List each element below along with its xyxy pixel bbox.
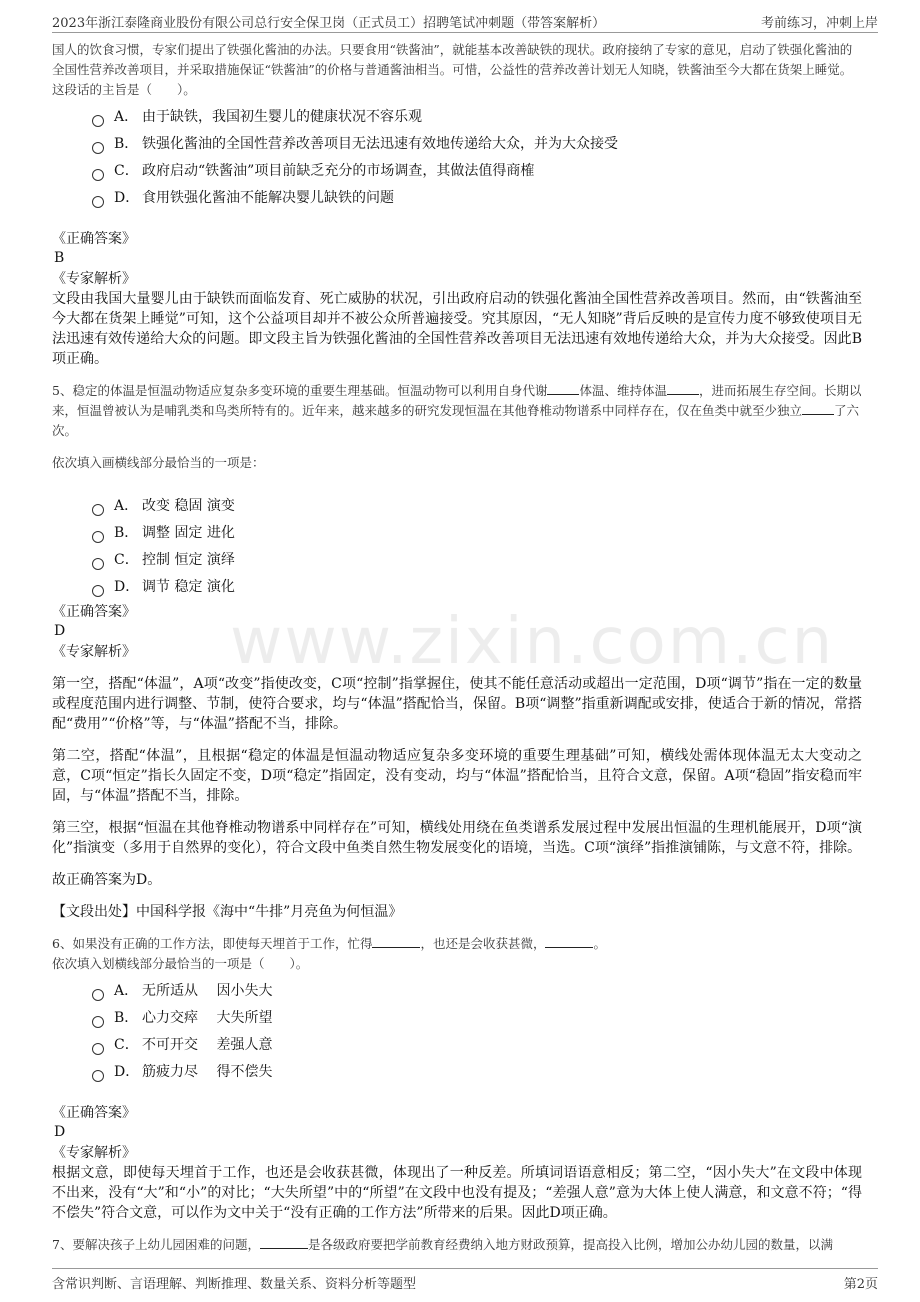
- radio-icon[interactable]: [92, 169, 104, 181]
- q5-analysis-label: 《专家解析》: [52, 644, 136, 660]
- page-footer: [52, 1268, 878, 1293]
- q6-answer-label: 《正确答案》: [52, 1105, 136, 1121]
- q6-option-b[interactable]: B． 心力交瘁 大失所望: [92, 1005, 862, 1032]
- blank-line: [802, 402, 834, 415]
- q4-option-c[interactable]: C． 政府启动“铁酱油”项目前缺乏充分的市场调查，其做法值得商榷: [92, 158, 862, 185]
- q5-analysis-3: 第三空，根据“恒温在其他脊椎动物谱系中同样存在”可知，横线处用绕在鱼类谱系发展过程中发展出恒温的生理机能展开，D项“演化”指演变（多用于自然界的变化），符合文段中鱼类自然生物发展变化的语境，当选。C项“演绎”指推演铺陈，与文意不符，排除。: [52, 820, 862, 856]
- q5-analysis-1: 第一空，搭配“体温”，A项“改变”指使改变，C项“控制”指掌握住，使其不能任意活动或超出一定范围，D项“调节”指在一定的数量或程度范围内进行调整、节制，使符合要求，均与“体温”搭配恰当，保留。B项“调整”指重新调配或安排，使适合于新的情况，常搭配“费用”“价格”等，与“体温”搭配不当，排除。: [52, 676, 862, 732]
- radio-icon[interactable]: [92, 196, 104, 208]
- q6-prompt: 依次填入划横线部分最恰当的一项是（ ）。: [52, 956, 309, 971]
- header-tagline: 考前练习，冲刺上岸: [760, 16, 878, 31]
- q4-analysis: 文段由我国大量婴儿由于缺铁而面临发育、死亡威胁的状况，引出政府启动的铁强化酱油全国性营养改善项目。然而，由“铁酱油至今大都在货架上睡觉”可知，这个公益项目却并不被公众所普遍接受。究其原因，“无人知晓”背后反映的是宣传力度不够致使项目无法迅速有效传递给大众的问题。即文段主旨为铁强化酱油的全国性营养改善项目无法迅速有效地传递给大众，并为大众接受。因此B项正确。: [52, 291, 862, 367]
- q5-prompt: 依次填入画横线部分最恰当的一项是：: [52, 455, 265, 470]
- q5-conclusion: 故正确答案为D。: [52, 872, 162, 888]
- q5-source: 【文段出处】中国科学报《海中“牛排”月亮鱼为何恒温》: [52, 904, 403, 920]
- q5-answer-label: 《正确答案》: [52, 604, 136, 620]
- radio-icon[interactable]: [92, 558, 104, 570]
- q6-options: [92, 978, 862, 1086]
- blank-line: [667, 382, 699, 395]
- q5-stem: 5、稳定的体温是恒温动物适应复杂多变环境的重要生理基础。恒温动物可以利用自身代谢 体温、维持体温 ，进而拓展生存空间。长期以来，恒温曾被认为是哺乳类和鸟类所特有的。近年来，越来越多的研究发现恒温在其他脊椎动物谱系中同样存在，仅在鱼类中就至少独立 了六次。: [52, 383, 862, 438]
- q4-answer-label: 《正确答案》: [52, 231, 136, 247]
- radio-icon[interactable]: [92, 1070, 104, 1082]
- q5-option-a[interactable]: A． 改变 稳固 演变: [92, 493, 862, 520]
- blank-line: [372, 935, 420, 948]
- radio-icon[interactable]: [92, 115, 104, 127]
- page-content: [52, 40, 862, 1255]
- q5-option-c[interactable]: C． 控制 恒定 演绎: [92, 547, 862, 574]
- q4-stem: 这段话的主旨是（ ）。: [52, 82, 196, 97]
- radio-icon[interactable]: [92, 504, 104, 516]
- q7-stem: 7、要解决孩子上幼儿园困难的问题， 是各级政府要把学前教育经费纳入地方财政预算，提高投入比例，增加公办幼儿园的数量，以满: [52, 1237, 833, 1252]
- q4-answer: B: [54, 250, 65, 266]
- page-header: [52, 10, 878, 33]
- footer-note: 含常识判断、言语理解、判断推理、数量关系、资料分析等题型: [52, 1277, 417, 1292]
- radio-icon[interactable]: [92, 142, 104, 154]
- q6-analysis-label: 《专家解析》: [52, 1145, 136, 1161]
- q4-option-a[interactable]: A． 由于缺铁，我国初生婴儿的健康状况不容乐观: [92, 104, 862, 131]
- q6-option-a[interactable]: A． 无所适从 因小失大: [92, 978, 862, 1005]
- page-number: 第2页: [843, 1277, 878, 1292]
- radio-icon[interactable]: [92, 585, 104, 597]
- q5-answer: D: [54, 623, 66, 639]
- radio-icon[interactable]: [92, 989, 104, 1001]
- q5-options: [92, 493, 862, 601]
- q5-analysis-2: 第二空，搭配“体温”，且根据“稳定的体温是恒温动物适应复杂多变环境的重要生理基础”可知，横线处需体现体温无太大变动之意，C项“恒定”指长久固定不变，D项“稳定”指固定，没有变动，均与“体温”搭配恰当，且符合文意，保留。A项“稳固”指安稳而牢固，与“体温”搭配不当，排除。: [52, 748, 862, 804]
- q5-option-b[interactable]: B． 调整 固定 进化: [92, 520, 862, 547]
- q6-option-c[interactable]: C． 不可开交 差强人意: [92, 1032, 862, 1059]
- blank-line: [545, 935, 593, 948]
- blank-line: [547, 382, 579, 395]
- q6-option-d[interactable]: D． 筋疲力尽 得不偿失: [92, 1059, 862, 1086]
- document-title: 2023年浙江泰隆商业股份有限公司总行安全保卫岗（正式员工）招聘笔试冲刺题（带答案解析）: [52, 16, 606, 31]
- watermark: www.zixin.com.cn: [230, 605, 835, 679]
- q4-option-d[interactable]: D． 食用铁强化酱油不能解决婴儿缺铁的问题: [92, 185, 862, 212]
- blank-line: [260, 1236, 308, 1249]
- q4-analysis-label: 《专家解析》: [52, 271, 136, 287]
- radio-icon[interactable]: [92, 531, 104, 543]
- q4-passage: 国人的饮食习惯，专家们提出了铁强化酱油的办法。只要食用“铁酱油”，就能基本改善缺铁的现状。政府接纳了专家的意见，启动了铁强化酱油的全国性营养改善项目，并采取措施保证“铁酱油”的价格与普通酱油相当。可惜，公益性的营养改善计划无人知晓，铁酱油至今大都在货架上睡觉。: [52, 42, 853, 77]
- q5-option-d[interactable]: D． 调节 稳定 演化: [92, 574, 862, 601]
- radio-icon[interactable]: [92, 1043, 104, 1055]
- q6-answer: D: [54, 1124, 66, 1140]
- q4-options: [92, 104, 862, 212]
- q4-option-b[interactable]: B． 铁强化酱油的全国性营养改善项目无法迅速有效地传递给大众，并为大众接受: [92, 131, 862, 158]
- q6-analysis: 根据文意，即使每天埋首于工作，也还是会收获甚微，体现出了一种反差。所填词语语意相反；第二空，“因小失大”在文段中体现不出来，没有“大”和“小”的对比；“大失所望”中的“所望”在文段中也没有提及；“差强人意”意为大体上使人满意，和文意不符；“得不偿失”符合文意，可以作为文中关于“没有正确的工作方法”所带来的后果。因此D项正确。: [52, 1165, 862, 1221]
- radio-icon[interactable]: [92, 1016, 104, 1028]
- q6-stem: 6、如果没有正确的工作方法，即使每天埋首于工作，忙得 ，也还是会收获甚微， 。: [52, 936, 606, 951]
